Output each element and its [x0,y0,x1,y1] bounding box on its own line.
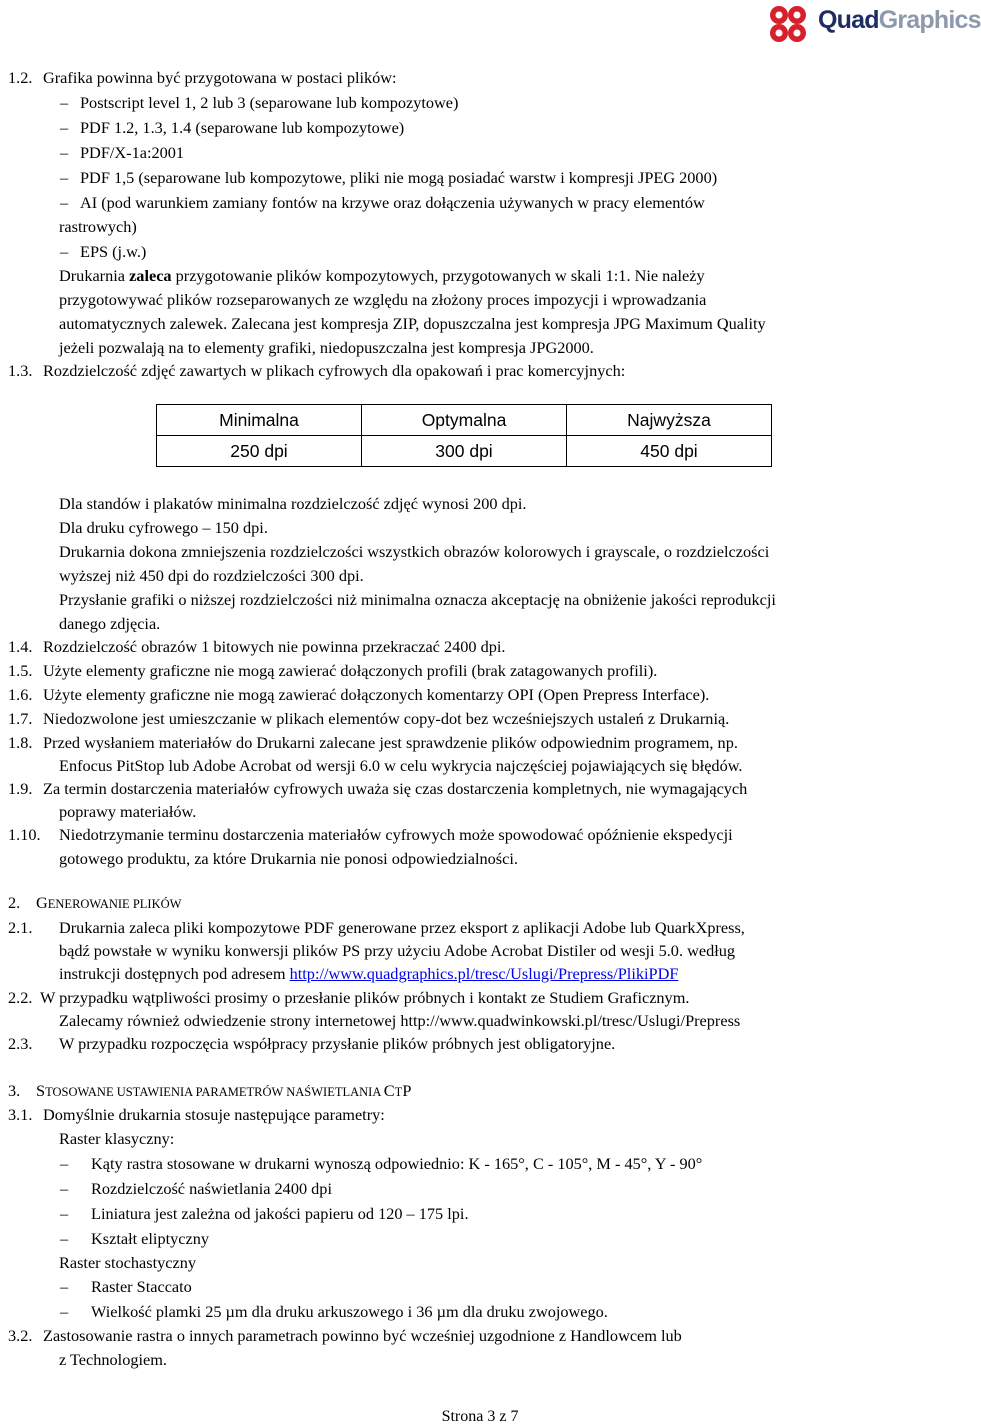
dash-bullet: – [60,1229,69,1248]
section-heading: STOSOWANE USTAWIENIA PARAMETRÓW NAŚWIETLANIA CTP [36,1081,412,1100]
note-line: Dla standów i plakatów minimalna rozdzielczość zdjęć wynosi 200 dpi. [59,494,527,513]
paragraph-text: Użyte elementy graficzne nie mogą zawierać dołączonych komentarzy OPI (Open Prepress Interface). [43,685,710,704]
dash-bullet: – [60,1277,69,1296]
table-cell: 250 dpi [157,436,362,467]
recommendation-line: Drukarnia zaleca przygotowanie plików kompozytowych, przygotowanych w skali 1:1. Nie należy [59,266,705,285]
item-number: 2.1. [8,918,33,937]
paragraph-text: gotowego produktu, za które Drukarnia nie ponosi odpowiedzialności. [59,849,518,868]
paragraph-text: Enfocus PitStop lub Adobe Acrobat od wersji 6.0 w celu wykrycia najczęściej pojawiających się błędów. [59,756,743,775]
recommendation-line: przygotowywać plików rozseparowanych ze względu na złożony proces impozycji i wprowadzania [59,290,707,309]
bullet-continuation: rastrowych) [59,217,137,236]
paragraph-text: Za termin dostarczenia materiałów cyfrowych uważa się czas dostarczenia kompletnych, nie wymagających [43,779,748,798]
note-line: wyższej niż 450 dpi do rozdzielczości 300 dpi. [59,566,364,585]
note-line: danego zdjęcia. [59,614,161,633]
item-number: 1.9. [8,779,33,798]
item-number: 1.4. [8,637,33,656]
bullet-item: Postscript level 1, 2 lub 3 (separowane lub kompozytowe) [80,93,459,112]
paragraph-text: Rozdzielczość zdjęć zawartych w plikach cyfrowych dla opakowań i prac komercyjnych: [43,361,626,380]
bullet-item: Kształt eliptyczny [91,1229,209,1248]
paragraph-text: Domyślnie drukarnia stosuje następujące parametry: [43,1105,385,1124]
bullet-item: AI (pod warunkiem zamiany fontów na krzywe oraz dołączenia używanych w pracy elementów [80,193,705,212]
bullet-item: Rozdzielczość naświetlania 2400 dpi [91,1179,332,1198]
dash-bullet: – [60,193,69,212]
table-cell: 450 dpi [567,436,772,467]
item-number: 2.2. [8,988,33,1007]
table-header-row [157,405,772,436]
paragraph-text: Zalecamy również odwiedzenie strony internetowej http://www.quadwinkowski.pl/tresc/Uslugi/Prepress [59,1011,741,1030]
dash-bullet: – [60,242,69,261]
item-number: 1.3. [8,361,33,380]
paragraph-text: Przed wysłaniem materiałów do Drukarni zalecane jest sprawdzenie plików odpowiednim programem, np. [43,733,738,752]
note-line: Przysłanie grafiki o niższej rozdzielczości niż minimalna oznacza akceptację na obniżenie jakości reprodukcji [59,590,776,609]
paragraph-text: Grafika powinna być przygotowana w postaci plików: [43,68,397,87]
dash-bullet: – [60,168,69,187]
pdf-instructions-link[interactable]: http://www.quadgraphics.pl/tresc/Uslugi/Prepress/PlikiPDF [289,964,679,983]
raster-heading: Raster klasyczny: [59,1129,175,1148]
table-row [157,436,772,467]
item-number: 1.5. [8,661,33,680]
bullet-item: EPS (j.w.) [80,242,147,261]
item-number: 1.10. [8,825,41,844]
dash-bullet: – [60,1204,69,1223]
item-number: 1.2. [8,68,33,87]
section-heading: GENEROWANIE PLIKÓW [36,893,182,912]
dash-bullet: – [60,1154,69,1173]
note-line: Dla druku cyfrowego – 150 dpi. [59,518,268,537]
recommendation-line: automatycznych zalewek. Zalecana jest kompresja ZIP, dopuszczalna jest kompresja JPG Maximum Quality [59,314,766,333]
dash-bullet: – [60,1179,69,1198]
raster-heading: Raster stochastyczny [59,1253,196,1272]
item-number: 3.1. [8,1105,33,1124]
paragraph-text: Użyte elementy graficzne nie mogą zawierać dołączonych profili (brak zatagowanych profili). [43,661,658,680]
paragraph-text: W przypadku wątpliwości prosimy o przesłanie plików próbnych i kontakt ze Studiem Graficznym. [40,988,690,1007]
section-number: 2. [8,893,21,912]
section-number: 3. [8,1081,21,1100]
paragraph-text: Niedotrzymanie terminu dostarczenia materiałów cyfrowych może spowodować opóźnienie ekspedycji [59,825,733,844]
logo-wordmark: QuadGraphics [818,6,981,34]
bullet-item: PDF 1,5 (separowane lub kompozytowe, pliki nie mogą posiadać warstw i kompresji JPEG 2000) [80,168,718,187]
bullet-item: Raster Staccato [91,1277,192,1296]
item-number: 2.3. [8,1034,33,1053]
table-header-cell: Optymalna [362,405,567,436]
table-header-cell: Minimalna [157,405,362,436]
paragraph-text: Rozdzielczość obrazów 1 bitowych nie powinna przekraczać 2400 dpi. [43,637,506,656]
bullet-item: Liniatura jest zależna od jakości papieru od 120 – 175 lpi. [91,1204,469,1223]
bullet-item: PDF/X-1a:2001 [80,143,185,162]
dash-bullet: – [60,1302,69,1321]
paragraph-text: Niedozwolone jest umieszczanie w plikach elementów copy-dot bez wcześniejszych ustaleń z Drukarnią. [43,709,730,728]
table-header-cell: Najwyższa [567,405,772,436]
item-number: 3.2. [8,1326,33,1345]
bullet-item: Wielkość plamki 25 µm dla druku arkuszowego i 36 µm dla druku zwojowego. [91,1302,608,1321]
item-number: 1.7. [8,709,33,728]
item-number: 1.6. [8,685,33,704]
bullet-item: Kąty rastra stosowane w drukarni wynoszą odpowiednio: K - 165°, C - 105°, M - 45°, Y - 90° [91,1154,703,1173]
paragraph-text: Drukarnia zaleca pliki kompozytowe PDF generowane przez eksport z aplikacji Adobe lub QuarkXpress, [59,918,745,937]
paragraph-text: W przypadku rozpoczęcia współpracy przysłanie plików próbnych jest obligatoryjne. [59,1034,616,1053]
paragraph-text: instrukcji dostępnych pod adresem http://www.quadgraphics.pl/tresc/Uslugi/Prepress/PlikiPDF [59,964,679,983]
paragraph-text: Zastosowanie rastra o innych parametrach powinno być wcześniej uzgodnione z Handlowcem lub [43,1326,682,1345]
dash-bullet: – [60,118,69,137]
item-number: 1.8. [8,733,33,752]
note-line: Drukarnia dokona zmniejszenia rozdzielczości wszystkich obrazów kolorowych i grayscale, o rozdzielczości [59,542,770,561]
table-cell: 300 dpi [362,436,567,467]
dash-bullet: – [60,93,69,112]
paragraph-text: z Technologiem. [59,1350,167,1369]
page-number: Strona 3 z 7 [441,1408,519,1425]
resolution-table [156,404,772,467]
bullet-item: PDF 1.2, 1.3, 1.4 (separowane lub kompozytowe) [80,118,405,137]
dash-bullet: – [60,143,69,162]
paragraph-text: bądź powstałe w wyniku konwersji plików PS przy użyciu Adobe Acrobat Distiler od wesji 5.0. według [59,941,736,960]
paragraph-text: poprawy materiałów. [59,802,197,821]
recommendation-line: jeżeli pozwalają na to elementy grafiki, niedopuszczalna jest kompresja JPG2000. [59,338,594,357]
quadgraphics-logo-icon [766,4,814,44]
